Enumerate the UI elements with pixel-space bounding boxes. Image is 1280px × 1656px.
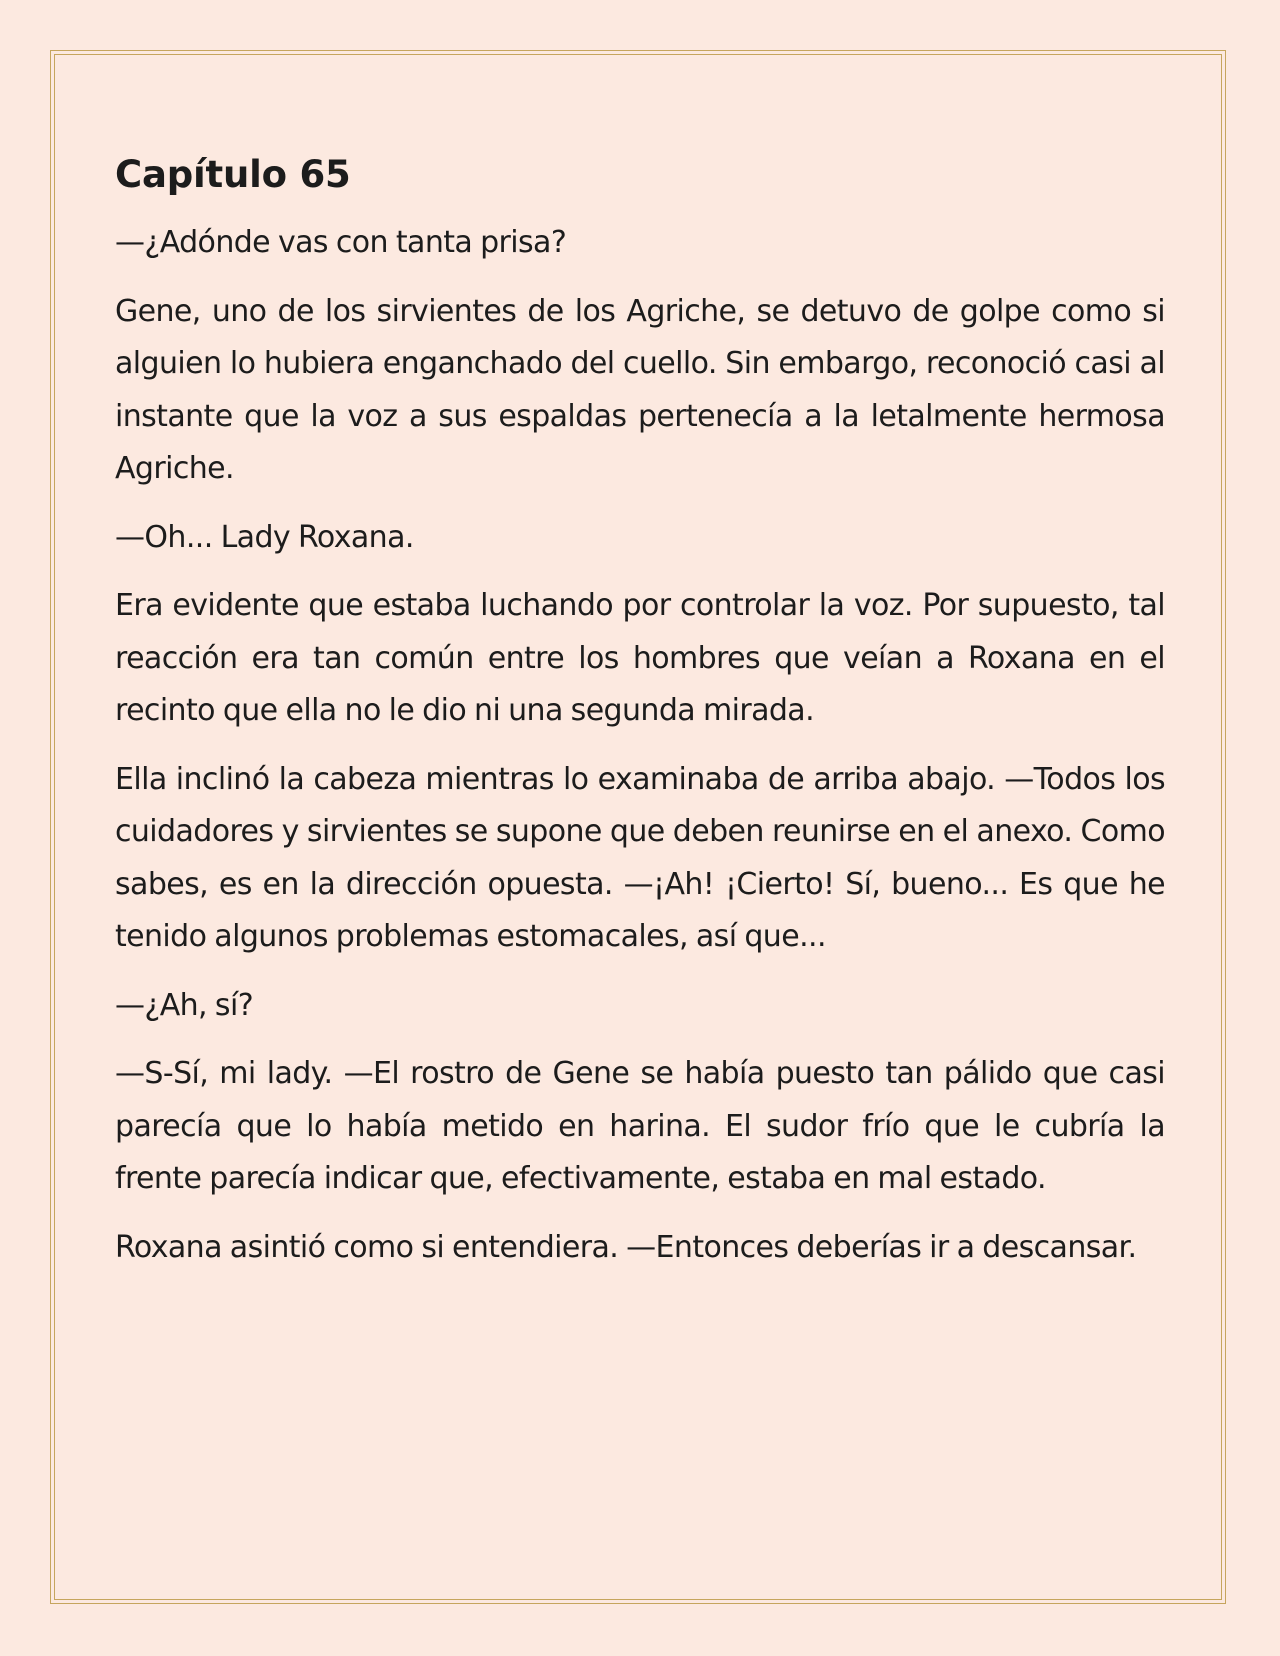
paragraph: Roxana asintió como si entendiera. —Entonces deberías ir a descansar. bbox=[115, 1229, 1137, 1265]
paragraph: —S-Sí, mi lady. —El rostro de Gene se había puesto tan pálido que casi parecía que lo había metido en harina. El sudor frío que le cubría la frente parecía indicar que, efectivamente, estaba en mal estado. bbox=[115, 1056, 1165, 1196]
paragraph: Ella inclinó la cabeza mientras lo examinaba de arriba abajo. —Todos los cuidadores y sirvientes se supone que deben reunirse en el anexo. Como sabes, es en la dirección opuesta. —¡Ah! ¡Cierto! Sí, bueno... Es que he tenido algunos problemas estomacales, así que... bbox=[115, 761, 1165, 954]
chapter-title: Capítulo 65 bbox=[115, 153, 351, 196]
paragraph: —Oh... Lady Roxana. bbox=[115, 519, 414, 555]
paragraph: —¿Ah, sí? bbox=[115, 987, 254, 1023]
paragraph: —¿Adónde vas con tanta prisa? bbox=[115, 225, 567, 260]
chapter-content bbox=[115, 151, 1165, 1290]
page-frame bbox=[50, 50, 1226, 1604]
paragraph: Era evidente que estaba luchando por controlar la voz. Por supuesto, tal reacción era tan común entre los hombres que veían a Roxana en el recinto que ella no le dio ni una segunda mirada. bbox=[115, 588, 1165, 728]
paragraph: Gene, uno de los sirvientes de los Agriche, se detuvo de golpe como si alguien lo hubiera enganchado del cuello. Sin embargo, reconoció casi al instante que la voz a sus espaldas pertenecía a la letalmente hermosa Agriche. bbox=[115, 293, 1165, 486]
